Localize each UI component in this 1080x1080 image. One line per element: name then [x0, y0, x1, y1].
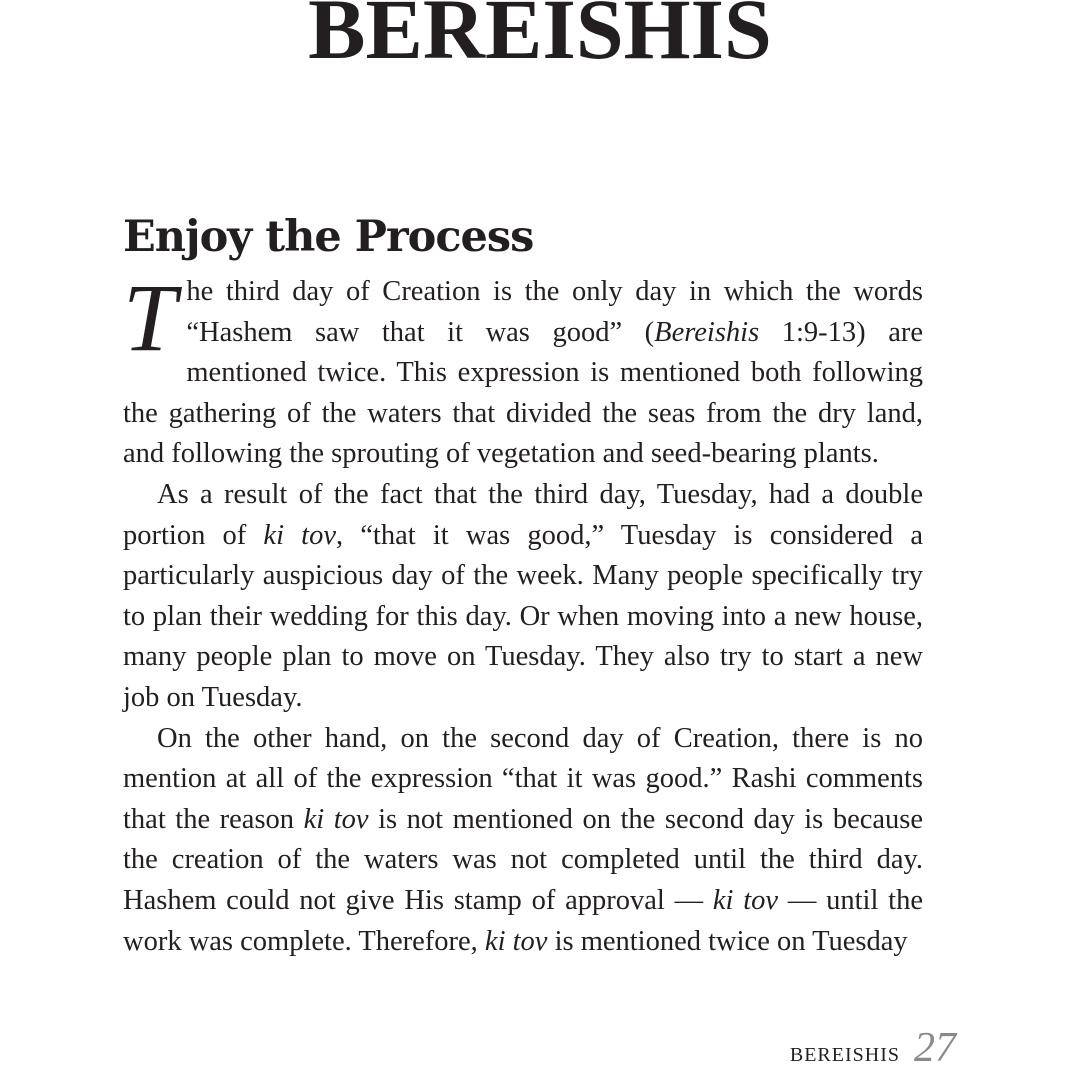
- paragraph-1-italic-1: Bereishis: [654, 316, 760, 348]
- paragraph-2-text-1: As a result of the fact that the third day, Tuesday, had a double portion of: [123, 478, 923, 551]
- paragraph-3-text-3: — until the work was complete. Therefore,: [123, 884, 923, 957]
- page-header-title: BEREISHIS: [308, 0, 772, 77]
- paragraph-1-text-1: he third day of Creation is the only day in which the words “Hashem saw that it was good” (: [186, 276, 923, 348]
- paragraph-2: [123, 475, 923, 719]
- running-head: BEREISHIS: [789, 1044, 900, 1066]
- paragraph-1: [123, 264, 923, 475]
- paragraph-3-text-4: is mentioned twice on Tuesday: [547, 925, 908, 957]
- paragraph-3-text-2: is not mentioned on the second day is because the creation of the waters was not completed until the third day. Hashem could not give His stamp of approval —: [123, 803, 924, 916]
- paragraph-3-italic-3: ki tov: [484, 925, 548, 957]
- paragraph-3-text-1: On the other hand, on the second day of Creation, there is no mention at all of the expression “that it was good.” Rashi comments that the reason: [123, 722, 923, 835]
- paragraph-3-italic-2: ki tov: [712, 884, 779, 916]
- paragraph-2-text-2: , “that it was good,” Tuesday is considered a particularly auspicious day of the week. Many people specifically try to plan their wedding for this day. Or when moving into a new house, many people plan to move on Tuesday. They also try to start a new job on Tuesday.: [123, 519, 923, 713]
- page-number: 27: [914, 1025, 956, 1071]
- page-footer: [790, 1024, 956, 1072]
- drop-cap: T: [123, 264, 177, 371]
- body-text: [123, 264, 924, 962]
- paragraph-2-italic-1: ki tov: [263, 519, 336, 551]
- section-title: Enjoy the Process: [123, 212, 534, 262]
- paragraph-3: [123, 719, 923, 963]
- paragraph-3-italic-1: ki tov: [303, 803, 369, 835]
- paragraph-1-text-2: 1:9-13) are mentioned twice. This expression is mentioned both following the gathering of the waters that divided the seas from the dry land, and following the sprouting of vegetation and seed-bearing plants.: [123, 316, 923, 470]
